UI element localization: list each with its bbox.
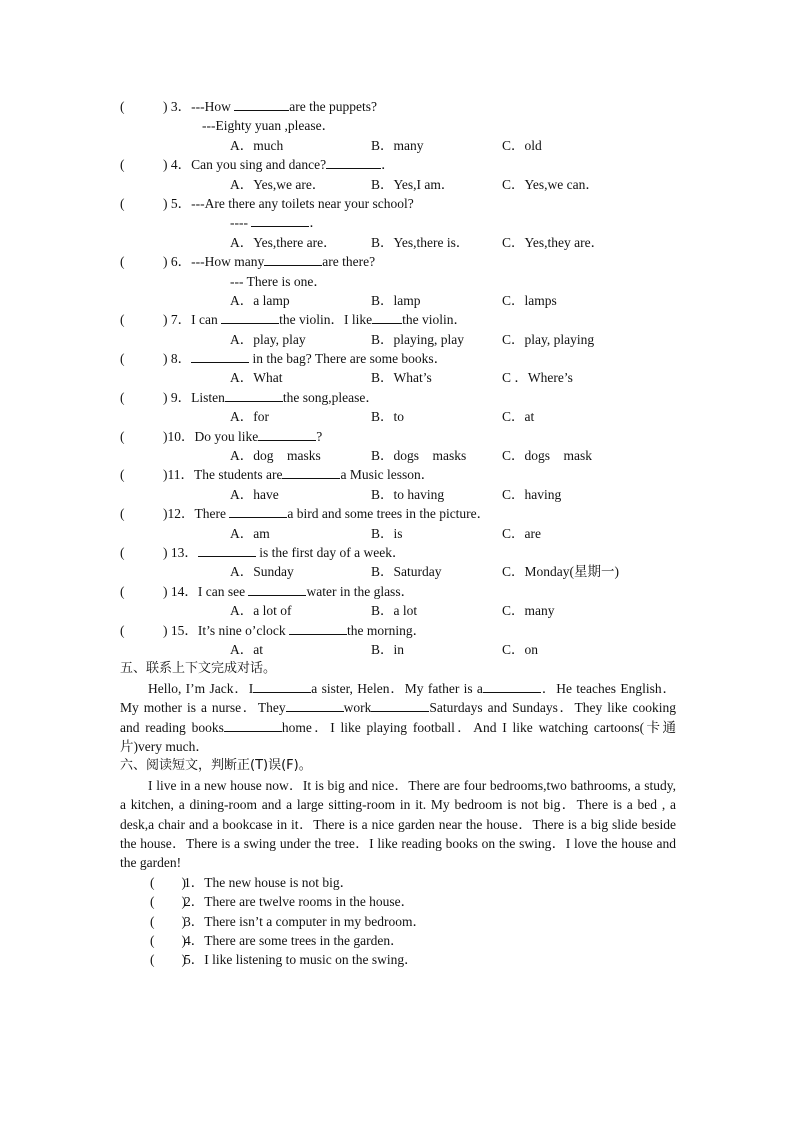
answer-blank [229,504,287,518]
answer-blank [282,465,340,479]
options [0,524,793,543]
question-9 [0,388,793,407]
question-12 [0,504,793,523]
option-b: B．to having [371,486,445,502]
option-b: B．playing, play [371,331,464,347]
tf-item [0,873,793,892]
option-b: B．Yes,I am． [371,176,455,192]
option-a: A．much [230,137,284,153]
question-3 [0,97,793,116]
question-text: ---How many [191,254,265,270]
option-c: C．at [502,409,535,425]
question-number: ) 5． [163,195,192,211]
option-c: C．Yes,we can． [502,176,599,192]
answer-paren: ( [120,544,125,560]
answer-paren: ( ) [150,913,186,929]
question-5 [0,194,793,213]
section-6-title: 六、阅读短文，判断正(T)误(F)。 [120,758,312,774]
option-b: B．lamp [371,292,421,308]
answer-paren: ( [120,622,125,638]
answer-paren: ( [120,389,125,405]
question-text: I can see [197,583,249,599]
tf-item [0,950,793,969]
question-number: ) 15． [163,622,198,638]
answer-blank [198,543,256,557]
question-text: are the puppets? [289,99,377,114]
question-text: is the first day of a week． [255,544,406,560]
option-b: B．Saturday [371,564,442,580]
answer-paren: ( [120,157,125,173]
question-text: a bird and some trees in the picture． [287,506,491,522]
tf-statement: 3．There isn’t a computer in my bedroom． [184,913,426,929]
question-number: )10． [163,428,195,444]
option-c: C．Monday(星期一) [502,564,619,580]
option-c: C．play, playing [502,331,595,347]
question-text: Listen [191,389,225,405]
question-number: ) 8． [163,351,192,367]
tf-statement: 2．There are twelve rooms in the house． [184,894,415,910]
answer-blank [234,97,289,111]
worksheet-page [0,97,793,970]
tf-statement: 5．I like listening to music on the swing． [184,952,418,968]
options [0,640,793,659]
question-number: ) 7． [163,312,192,328]
answer-blank [264,252,322,266]
answer-blank [251,213,309,227]
question-text: ． [381,157,395,173]
section-6-passage: I live in a new house now．It is big and nice．There are four bedrooms,two bathrooms, a study, a kitchen, a dining-room and a large sitting-room in it. My bedroom is not big．There is a bed , a desk,a chair and a bookcase in it．There is a nice garden near the house．There is a big slide beside the house．There is a swing under the tree．I like reading books on the swing．I love the house and the garden! [120,777,676,871]
answer-blank [326,155,381,169]
option-c: C．old [502,137,542,153]
question-text: The students are [194,467,283,483]
question-number: ) 6． [163,254,192,270]
answer-blank [372,310,402,324]
tf-item [0,912,793,931]
question-number: )12． [163,506,195,522]
question-11 [0,465,793,484]
options [0,601,793,620]
option-b: B．in [371,641,405,657]
answer-blank [221,310,279,324]
question-text: ? [316,428,323,444]
question-subline: --- There is one． [230,273,327,289]
option-c: C．on [502,641,539,657]
answer-paren: ( [120,99,125,114]
answer-blank [248,582,306,596]
options [0,485,793,504]
option-b: B．to [371,409,405,425]
option-b: B．dogs masks [371,448,467,464]
option-a: A．am [230,525,270,541]
question-number: ) 3． [163,99,192,114]
question-subline: ---Eighty yuan ,please． [202,118,336,134]
question-number: ) 9． [163,389,192,405]
question-subline: ---- ． [230,215,323,231]
option-c: C．are [502,525,541,541]
option-a: A．a lot of [230,603,292,619]
question-text: There [194,506,230,522]
question-13 [0,543,793,562]
question-text: the violin． [402,312,467,328]
answer-paren: ( ) [150,874,186,890]
option-a: A．dog masks [230,448,321,464]
question-text: are there? [322,254,376,270]
question-text: ---Are there any toilets near your school? [191,195,414,211]
option-b: B．What’s [371,370,432,386]
answer-paren: ( [120,312,125,328]
question-text: the morning． [346,622,427,638]
answer-paren: ( [120,583,125,599]
tf-item [0,931,793,950]
question-text: water in the glass． [306,583,415,599]
question-4 [0,155,793,174]
question-8 [0,349,793,368]
question-text: It’s nine o’clock [197,622,289,638]
options [0,175,793,194]
question-text: a Music lesson． [340,467,435,483]
question-text: the song,please． [282,389,379,405]
option-a: A．What [230,370,283,386]
question-15 [0,621,793,640]
answer-paren: ( ) [150,894,186,910]
answer-blank [225,388,283,402]
question-text: Do you like [194,428,259,444]
answer-paren: ( [120,467,125,483]
answer-paren: ( [120,428,125,444]
options [0,446,793,465]
question-7 [0,310,793,329]
option-c: C．Yes,they are． [502,234,605,250]
question-text: I can [191,312,222,328]
options [0,562,793,581]
answer-paren: ( [120,351,125,367]
option-a: A．a lamp [230,292,290,308]
option-b: B．a lot [371,603,418,619]
answer-paren: ( [120,195,125,211]
option-a: A．Sunday [230,564,294,580]
answer-blank [289,621,347,635]
answer-paren: ( [120,506,125,522]
option-a: A．at [230,641,263,657]
options [0,291,793,310]
question-number: ) 4． [163,157,192,173]
question-6 [0,252,793,271]
answer-blank [191,349,249,363]
question-number: ) 14． [163,583,198,599]
tf-item [0,892,793,911]
answer-blank [258,427,316,441]
question-text: ---How [191,99,235,114]
option-a: A．Yes,we are． [230,176,326,192]
question-text: in the bag? There are some books． [249,351,448,367]
answer-blank [224,718,282,732]
section-5-title: 五、联系上下文完成对话。 [120,661,277,677]
options [0,233,793,252]
answer-blank [483,679,541,693]
question-text: Can you sing and dance? [191,157,327,173]
section-5-passage: Hello, I’m Jack．I a sister, Helen．My father is a ．He teaches English．My mother is a nurse．They work Saturdays and Sundays．They like cooking and reading books home．I like playing football．And I like watching cartoons(卡通片)very much． [120,680,677,754]
options [0,407,793,426]
option-c: C ．Where’s [502,370,573,386]
question-10 [0,427,793,446]
options [0,368,793,387]
option-c: C．having [502,486,562,502]
option-a: A．play, play [230,331,306,347]
answer-paren: ( [120,254,125,270]
option-c: C．many [502,603,555,619]
answer-paren: ( ) [150,932,186,948]
answer-blank [286,698,344,712]
question-14 [0,582,793,601]
option-b: B．Yes,there is． [371,234,470,250]
options [0,330,793,349]
question-number: )11． [163,467,194,483]
option-a: A．for [230,409,269,425]
answer-blank [371,698,429,712]
option-a: A．Yes,there are． [230,234,337,250]
answer-paren: ( ) [150,952,186,968]
tf-statement: 4．There are some trees in the garden． [184,932,404,948]
question-number: ) 13． [163,544,198,560]
tf-statement: 1．The new house is not big． [184,874,354,890]
question-text: the violin．I like [279,312,373,328]
option-b: B．is [371,525,403,541]
option-c: C．dogs mask [502,448,593,464]
option-a: A．have [230,486,279,502]
answer-blank [253,679,311,693]
options [0,136,793,155]
option-c: C．lamps [502,292,557,308]
option-b: B．many [371,137,424,153]
